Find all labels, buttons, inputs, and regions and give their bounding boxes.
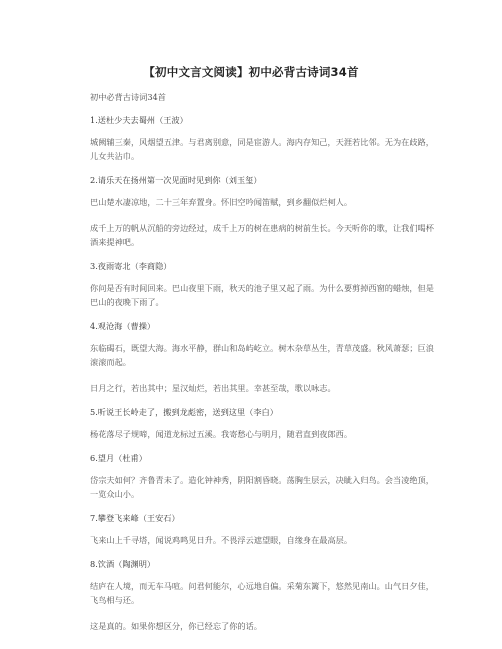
poem-section xyxy=(90,321,442,395)
poem-section xyxy=(90,453,442,501)
poem-paragraph: 东临碣石，既望大海。海水平静，群山和岛屿屹立。树木杂草丛生，青草茂盛。秋风萧瑟；巨浪滚滚而起。 xyxy=(90,343,434,367)
poem-heading: 3.夜雨寄北（李商隐） xyxy=(90,261,172,271)
poem-paragraph: 岱宗夫如何？齐鲁青未了。造化钟神秀，阴阳割昏晓。荡胸生层云，决眦入归鸟。会当凌绝顶，一览众山小。 xyxy=(90,475,434,499)
poem-paragraph: 日月之行，若出其中；星汉灿烂，若出其里。幸甚至哉，歌以咏志。 xyxy=(90,383,336,393)
poem-section xyxy=(90,175,442,249)
poem-section xyxy=(90,559,442,633)
poem-heading: 7.攀登飞来峰（王安石） xyxy=(90,513,180,523)
document-title: 【初中文言文阅读】初中必背古诗词34首 xyxy=(143,65,359,79)
poem-paragraph: 巴山楚水凄凉地，二十三年弃置身。怀旧空吟闻笛赋，到乡翻似烂柯人。 xyxy=(90,197,353,207)
poem-paragraph: 成千上万的帆从沉船的旁边经过，成千上万的树在患病的树前生长。今天听你的歌，让我们喝杯酒来提神吧。 xyxy=(90,223,434,247)
poem-paragraph: 这是真的。如果你想区分，你已经忘了你的话。 xyxy=(90,621,262,631)
poem-heading: 1.送杜少夫去蜀州（王波） xyxy=(90,115,188,125)
poem-heading: 5.听说王长岭走了，搬到龙彪密，送到这里（李白） xyxy=(90,407,278,417)
document-intro: 初中必背古诗词34首 xyxy=(90,92,166,102)
poem-paragraph: 你问是否有时间回来。巴山夜里下雨，秋天的池子里又起了雨。为什么要剪掉西窗的蜡烛，但是巴山的夜晚下雨了。 xyxy=(90,283,434,307)
poem-section xyxy=(90,261,442,309)
poem-heading: 2.请乐天在扬州第一次见面时见到你（刘玉玺） xyxy=(90,175,262,185)
poem-section xyxy=(90,407,442,441)
poem-paragraph: 飞来山上千寻塔，闻说鸡鸣见日升。不畏浮云遮望眼，自缘身在最高层。 xyxy=(90,535,353,545)
poem-heading: 4.观沧海（曹操） xyxy=(90,321,156,331)
poem-paragraph: 城阙辅三秦，风烟望五津。与君离别意，同是宦游人。海内存知己，天涯若比邻。无为在歧路，儿女共沾巾。 xyxy=(90,137,434,161)
poem-paragraph: 结庐在人境，而无车马喧。问君何能尔，心远地自偏。采菊东篱下，悠然见南山。山气日夕佳，飞鸟相与还。 xyxy=(90,581,434,605)
poem-section xyxy=(90,115,442,163)
poem-section xyxy=(90,513,442,547)
poem-paragraph: 杨花落尽子规啼，闻道龙标过五溪。我寄愁心与明月，随君直到夜郎西。 xyxy=(90,429,353,439)
poem-heading: 8.饮酒（陶渊明） xyxy=(90,559,156,569)
poem-heading: 6.望月（杜甫） xyxy=(90,453,147,463)
